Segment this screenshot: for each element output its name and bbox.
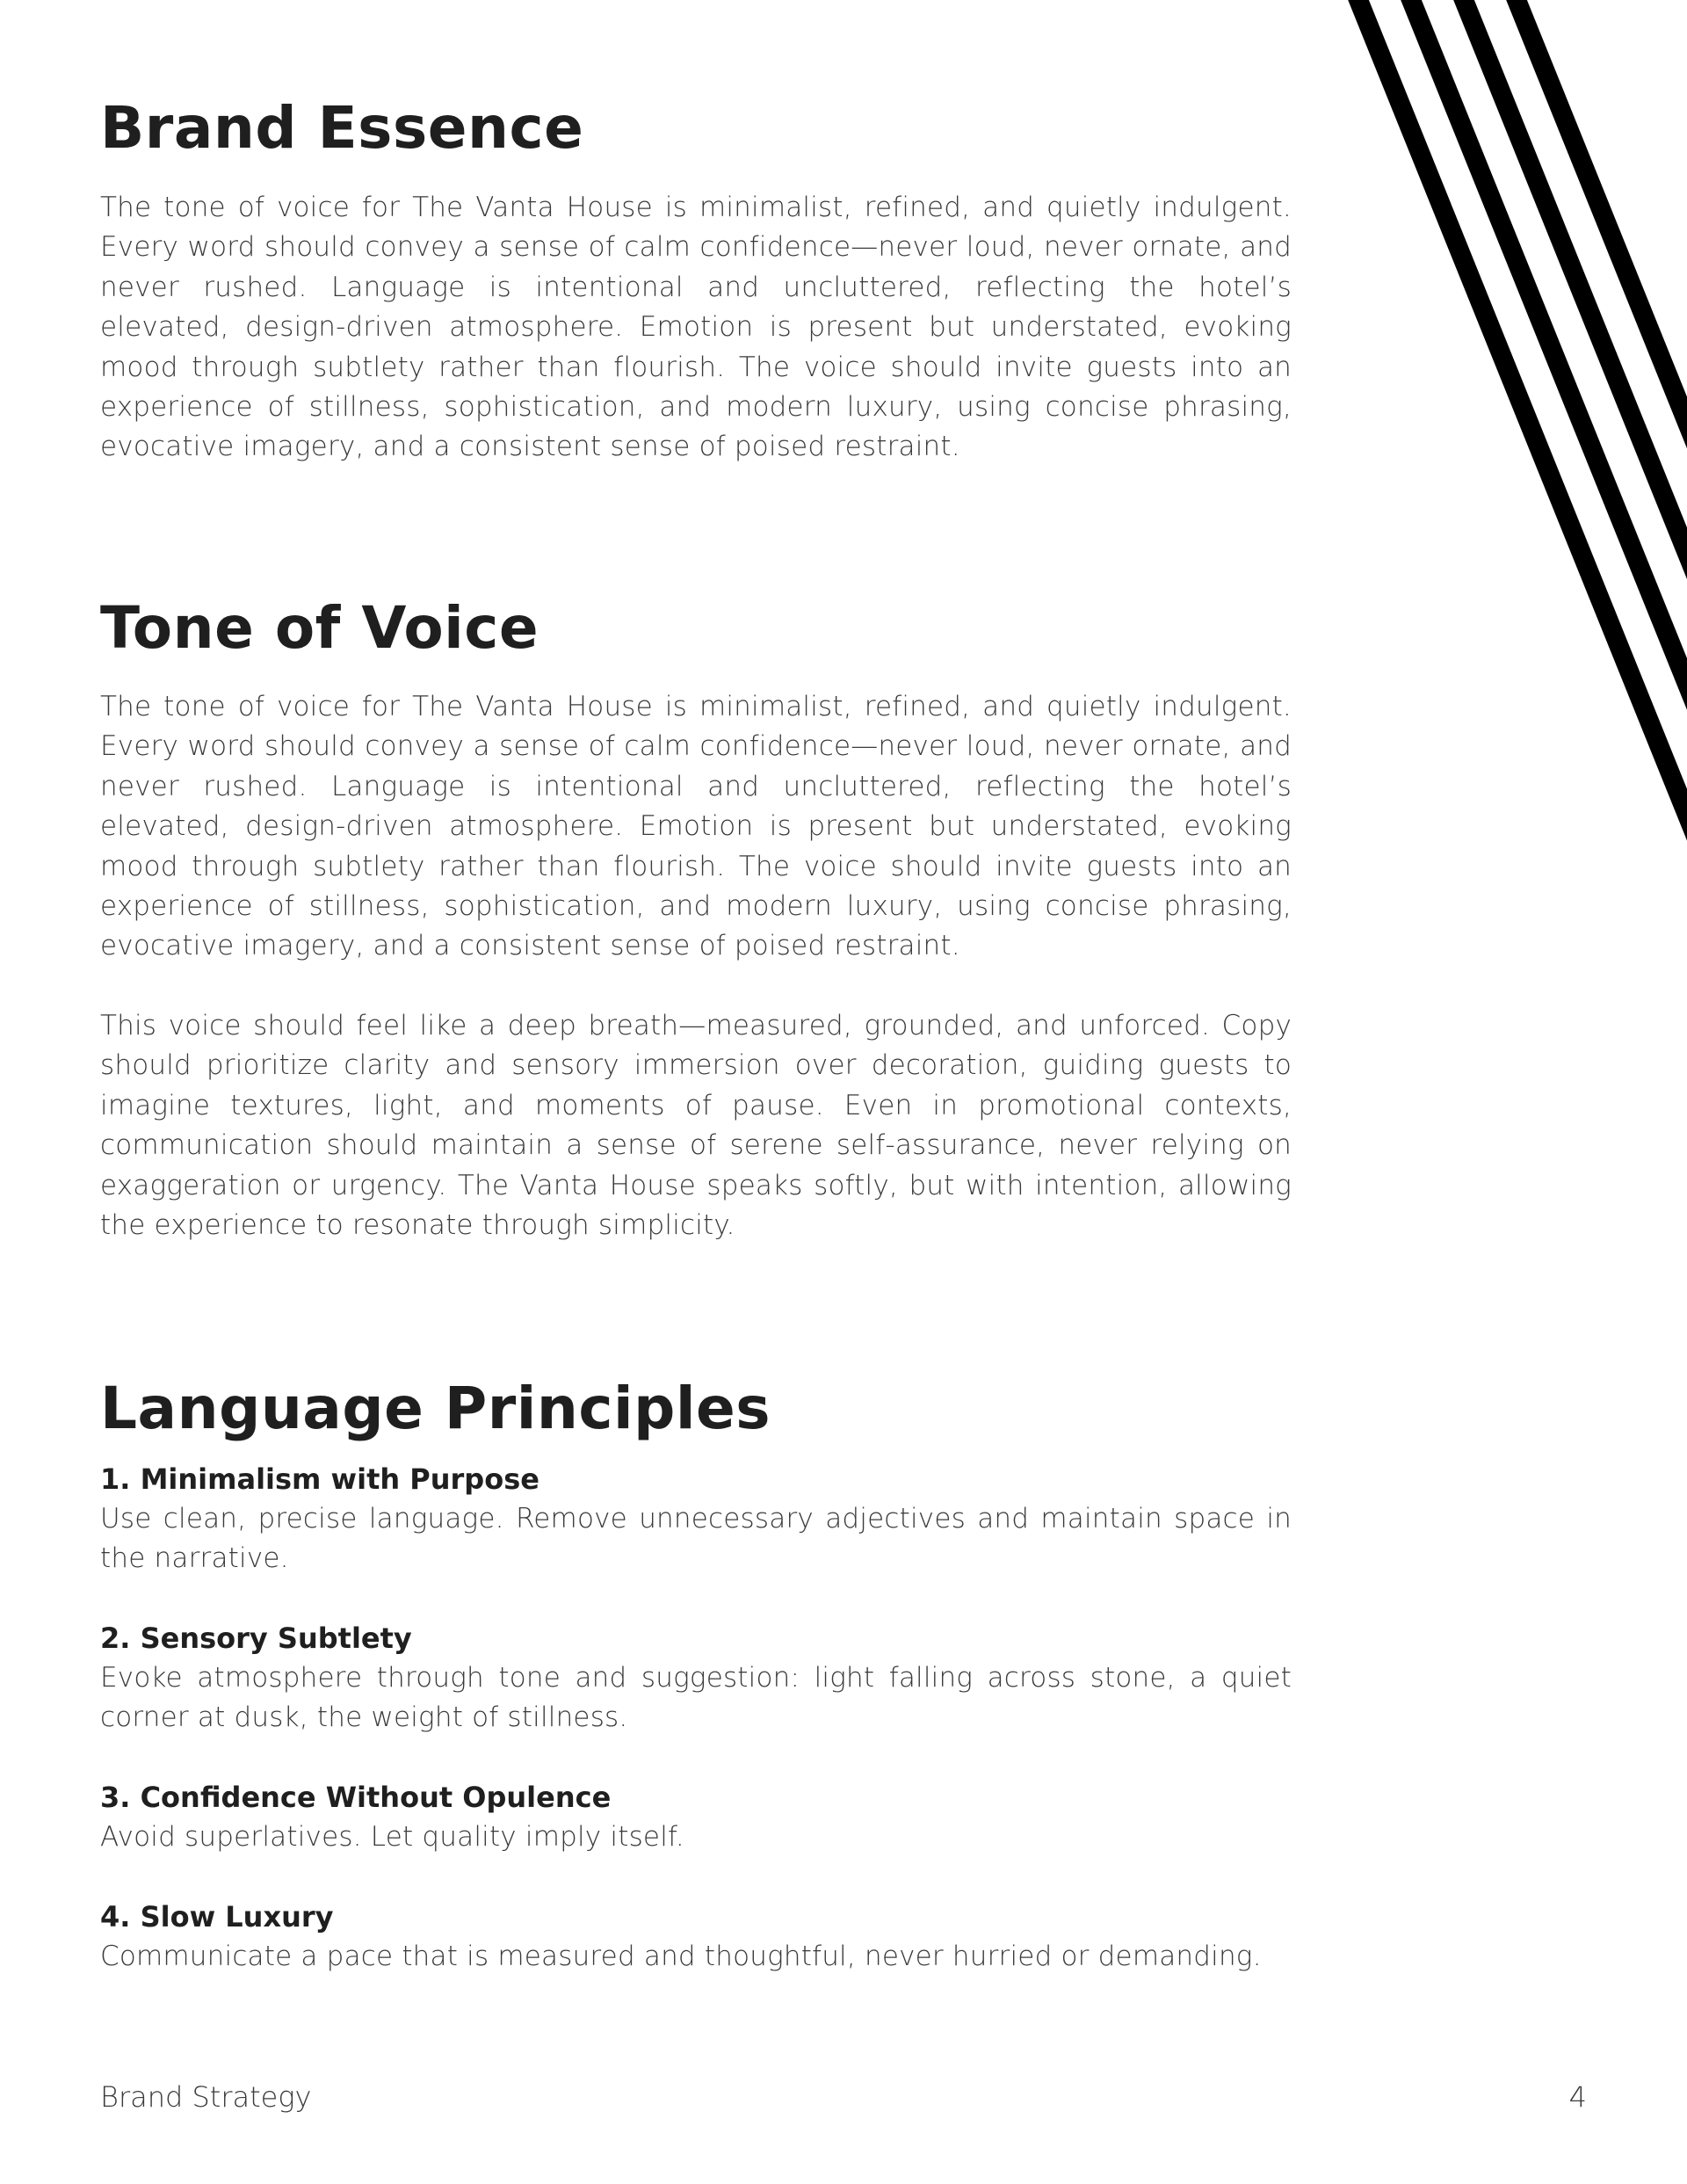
- tone-of-voice-paragraph-1: The tone of voice for The Vanta House is minimalist, refined, and quietly indulgent. Every word should convey a sense of calm confidence—never loud, never ornate, and never rushed. Language is intentional and uncluttered, reflecting the hotel’s elevated, design-driven atmosphere. Emotion is present but understated, evoking mood through subtlety rather than flourish. The voice should invite guests into an experience of stillness, sophistication, and modern luxury, using concise phrasing, evocative imagery, and a consistent sense of poised restraint.: [100, 691, 1292, 962]
- diagonal-stripes-decoration: [1318, 0, 1687, 879]
- principle-item: [100, 1618, 1292, 1738]
- principle-title: 2. Sensory Subtlety: [100, 1622, 412, 1655]
- tone-of-voice-heading: Tone of Voice: [100, 594, 539, 662]
- principle-item: [100, 1459, 1292, 1579]
- principle-text: Communicate a pace that is measured and thoughtful, never hurried or demanding.: [100, 1941, 1262, 1972]
- brand-essence-heading: Brand Essence: [100, 94, 584, 162]
- principle-title: 1. Minimalism with Purpose: [100, 1462, 539, 1496]
- principle-item: [100, 1897, 1292, 1977]
- principle-title: 4. Slow Luxury: [100, 1900, 334, 1934]
- principle-text: Evoke atmosphere through tone and suggestion: light falling across stone, a quiet corner at dusk, the weight of stillness.: [100, 1662, 1292, 1734]
- principle-item: [100, 1777, 1292, 1857]
- principle-title: 3. Confidence Without Opulence: [100, 1781, 612, 1814]
- tone-of-voice-paragraph-2: This voice should feel like a deep breath—measured, grounded, and unforced. Copy should prioritize clarity and sensory immersion over decoration, guiding guests to imagine textures, light, and moments of pause. Even in promotional contexts, communication should maintain a sense of serene self-assurance, never relying on exaggeration or urgency. The Vanta House speaks softly, but with intention, allowing the experience to resonate through simplicity.: [100, 1010, 1292, 1242]
- language-principles-heading: Language Principles: [100, 1375, 771, 1442]
- footer-section-label: Brand Strategy: [100, 2080, 312, 2114]
- footer-page-number: 4: [1568, 2080, 1587, 2114]
- brand-essence-paragraph: The tone of voice for The Vanta House is minimalist, refined, and quietly indulgent. Every word should convey a sense of calm confidence—never loud, never ornate, and never rushed. Language is intentional and uncluttered, reflecting the hotel’s elevated, design-driven atmosphere. Emotion is present but understated, evoking mood through subtlety rather than flourish. The voice should invite guests into an experience of stillness, sophistication, and modern luxury, using concise phrasing, evocative imagery, and a consistent sense of poised restraint.: [100, 192, 1292, 463]
- principle-text: Avoid superlatives. Let quality imply itself.: [100, 1821, 684, 1853]
- principle-text: Use clean, precise language. Remove unnecessary adjectives and maintain space in the narrative.: [100, 1503, 1292, 1575]
